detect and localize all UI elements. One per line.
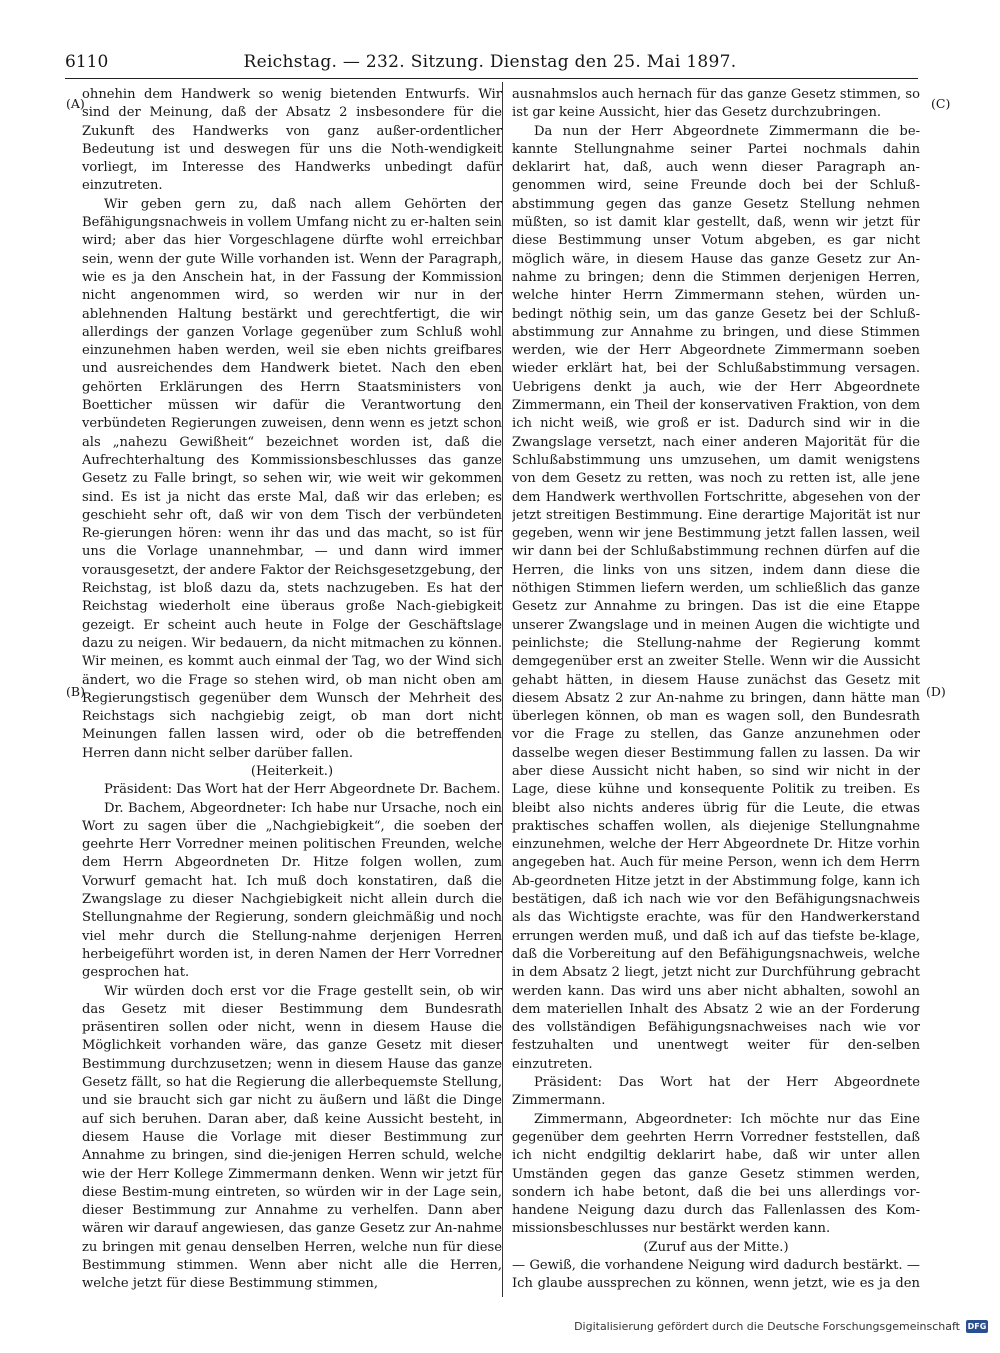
credit-text: Digitalisierung gefördert durch die Deutsche Forschungsgemeinschaft — [574, 1320, 960, 1333]
paragraph: Wir würden doch erst vor die Frage gestellt sein, ob wir das Gesetz mit dieser Bestimmung dem Bundesrath präsentiren sollen oder nicht, wenn in diesem Hause die Möglichkeit vorhanden wäre, das ganze Gesetz mit dieser Bestimmung durchzusetzen; wenn in diesem Hause das ganze Gesetz fällt, so hat die Regierung die allerbequemste Stellung, und sie braucht sich gar nicht zu äußern und läßt die Dinge auf sich beruhen. Daran aber, daß keine Aussicht besteht, in diesem Hause die Vorlage mit dieser Bestimmung zur Annahme zu bringen, sind die-jenigen Herren schuld, welche wie der Herr Kollege Zimmermann denken. Wenn wir jetzt für diese Bestim-mung eintreten, so würden wir in der Lage sein, dieser Bestimmung zur Annahme zu verhelfen. Dann aber wären wir darauf angewiesen, das ganze Gesetz zur An-nahme zu bringen mit genau denselben Herren, welche nun für diese Bestimmung stimmen. Wenn aber nicht alle die Herren, welche jetzt für diese Bestimmung stimmen, — [82, 983, 502, 1292]
president-remark: Präsident: Das Wort hat der Herr Abgeordnete Dr. Bachem. — [104, 782, 501, 798]
paragraph: Da nun der Herr Abgeordnete Zimmermann die be-kannte Stellungnahme seiner Partei nochmals dahin deklarirt hat, daß, auch wenn dieser Paragraph an-genommen wird, seine Freunde doch bei der Schluß-abstimmung gegen das ganze Gesetz Stellung nehmen müßten, so ist damit klar gestellt, daß, wenn wir jetzt für diese Bestimmung unser Votum abgeben, es gar nicht möglich wäre, in diesem Hause das ganze Gesetz zur An-nahme zu bringen; denn die Stimmen derjenigen Herren, welche hinter Herrn Zimmermann stehen, würden un-bedingt nöthig sein, um das ganze Gesetz bei der Schluß-abstimmung zur Annahme zu bringen, und diese Stimmen werden, wie der Herr Abgeordnete Zimmermann soeben wieder erklärt hat, bei der Schlußabstimmung versagen. Uebrigens denkt ja auch, wie der Herr Abgeordnete Zimmermann, ein Theil der konservativen Fraktion, von dem ich nicht weiß, wie groß er ist. Dadurch sind wir in die Zwangslage versetzt, nach einer anderen Majorität für die Schlußabstimmung uns umzusehen, um damit wenigstens von dem Gesetz zu retten, was noch zu retten ist, alle jene dem Handwerk werthvollen Fortschritte, abgesehen von der jetzt streitigen Bestimmung. Eine derartige Majorität ist nur gegeben, wenn wir jene Bestimmung jetzt fallen lassen, weil wir dann bei der Schlußabstimmung rechnen dürfen auf die Herren, die links von uns sitzen, indem dann diese die nöthigen Stimmen liefern werden, um schließlich das ganze Gesetz zur Annahme zu bringen. Das ist die eine Etappe unserer Zwangslage und in meinen Augen die wichtigte und peinlichste; die Stellung-nahme der Regierung kommt demgegenüber erst an zweiter Stelle. Wenn wir die Aussicht gehabt hätten, in diesem Hause zunächst das Gesetz mit diesem Absatz 2 zur An-nahme zu bringen, dann hätte man überlegen können, ob man es wagen soll, den Bundesrath vor die Frage zu stellen, das Ganze anzunehmen oder dasselbe wegen dieser Bestimmung fallen zu lassen. Da wir aber diese Aussicht nicht haben, so sind wir nicht in der Lage, diese kühne und konsequente Politik zu treiben. Es bleibt also nichts anderes übrig für die Leute, die etwas praktisches schaffen wollen, als diejenige Stellungnahme einzunehmen, welche der Herr Abgeordnete Dr. Hitze vorhin angegeben hat. Auch für meine Person, wenn ich dem Herrn Ab-geordneten Hitze jetzt in der Abstimmung folge, kann ich bestätigen, daß ich nach wie vor den Befähigungsnachweis als das Wichtigste erachte, was für den Handwerkerstand errungen werden muß, und daß ich auf das tiefste be-klage, daß die Vorbereitung auf den Befähigungsnachweis, welche in dem Absatz 2 liegt, jetzt nicht zur Durchführung gebracht werden kann. Das wird uns aber nicht abhalten, sowohl an dem materiellen Inhalt des Absatz 2 wie an der Forderung des vollständigen Befähigungsnachweises nach wie vor festzuhalten und unentwegt weiter für den-selben einzutreten. — [512, 123, 920, 1072]
digitization-credit — [574, 1320, 988, 1333]
paragraph: Wir geben gern zu, daß nach allem Gehörten der Befähigungsnachweis in vollem Umfang nicht zu er-halten sein wird; aber das hier Vorgeschlagene dürfte wohl erreichbar sein, wenn der gute Wille vorhanden ist. Wenn der Paragraph, wie es ja den Anschein hat, in der Fassung der Kommission nicht angenommen wird, so werden wir nur in der ablehnenden Haltung bestärkt und gerechtfertigt, die wir allerdings der ganzen Vorlage gegenüber zum Schluß wohl einzunehmen haben werden, weil sie eben nichts greifbares und ausreichendes dem Handwerk bietet. Nach den eben gehörten Erklärungen des Herrn Staatsministers von Boetticher müssen wir dafür die Verantwortung den verbündeten Regierungen zuweisen, denn wenn es jetzt schon als „nahezu Gewißheit“ bezeichnet worden ist, daß die Aufrechterhaltung des Kommissionsbeschlusses das ganze Gesetz zu Falle bringt, so sehen wir, wie weit wir gekommen sind. Es ist ja nicht das erste Mal, daß wir das erleben; es geschieht sehr oft, daß wir von dem Tisch der verbündeten Re-gierungen hören: wenn ihr das und das macht, so ist für uns die Vorlage unannehmbar, — und dann wird immer vorausgesetzt, der andere Faktor der Reichsgesetzgebung, der Reichstag, ist bloß dazu da, stets nachzugeben. Es hat der Reichstag wiederholt eine überaus große Nach-giebigkeit gezeigt. Er scheint auch heute in Folge der Geschäftslage dazu zu neigen. Wir bedauern, da nicht mitmachen zu können. Wir meinen, es kommt auch einmal der Tag, wo der Wind sich ändert, wo die Frage so stehen wird, ob man nicht oben am Regierungstisch gegenüber dem Wunsch der Mehrheit des Reichstags sich nachgiebig zeigt, ob man dort nicht Meinungen fallen lassen wird, oder ob die betreffenden Herren dann nicht selber darüber fallen. — [82, 196, 502, 761]
paragraph: — Gewiß, die vorhandene Neigung wird dadurch bestärkt. — Ich glaube aussprechen zu können, wenn jetzt, wie es ja den — [512, 1258, 920, 1292]
header-rule — [65, 78, 918, 79]
running-head: Reichstag. — 232. Sitzung. Dienstag den 25. Mai 1897. — [243, 52, 737, 72]
margin-mark-c: (C) — [931, 96, 951, 111]
interjection: (Heiterkeit.) — [250, 763, 334, 779]
speech-bachem: Dr. Bachem, Abgeordneter: Ich habe nur Ursache, noch ein Wort zu sagen über die „Nachgiebigkeit“, die soeben der geehrte Herr Vorredner meinen politischen Freunden, welche dem Herrn Abgeordneten Dr. Hitze folgen wollen, zum Vorwurf gemacht hat. Ich muß doch konstatiren, daß die Zwangslage zu dieser Nachgiebigkeit nicht allein durch die Stellungnahme der Regierung, sondern gleichmäßig und noch viel mehr durch die Stellung-nahme derjenigen Herren herbeigeführt worden ist, in deren Namen der Herr Vorredner gesprochen hat. — [82, 800, 502, 981]
page-header — [65, 50, 915, 80]
margin-mark-b: (B) — [66, 684, 85, 699]
margin-mark-d: (D) — [926, 684, 946, 699]
president-remark: Präsident: Das Wort hat der Herr Abgeordnete Zimmermann. — [512, 1075, 920, 1109]
speech-zimmermann: Zimmermann, Abgeordneter: Ich möchte nur das Eine gegenüber dem geehrten Herrn Vorredner feststellen, daß ich nicht endgiltig deklarirt habe, daß wir unter allen Umständen gegen das ganze Gesetz stimmen werden, sondern ich habe betont, daß die bei uns allerdings vor-handene Neigung dazu durch das Fallenlassen des Kom-missionsbeschlusses nur bestärkt werden kann. — [512, 1111, 920, 1237]
page-number: 6110 — [65, 52, 109, 72]
dfg-logo-icon: DFG — [967, 1322, 987, 1331]
interjection: (Zuruf aus der Mitte.) — [643, 1239, 789, 1255]
left-column — [82, 86, 502, 1296]
paragraph: ausnahmslos auch hernach für das ganze Gesetz stimmen, so ist gar keine Aussicht, hier das Gesetz durchzubringen. — [512, 87, 920, 121]
right-column — [512, 86, 920, 1296]
margin-mark-a: (A) — [66, 96, 85, 111]
paragraph: ohnehin dem Handwerk so wenig bietenden Entwurfs. Wir sind der Meinung, daß der Absatz 2 insbesondere für die Zukunft des Handwerks von ganz außer-ordentlicher Bedeutung ist und deswegen für uns die Noth-wendigkeit vorliegt, im Interesse des Handwerks unbedingt dafür einzutreten. — [82, 87, 502, 194]
column-divider — [502, 82, 503, 1297]
